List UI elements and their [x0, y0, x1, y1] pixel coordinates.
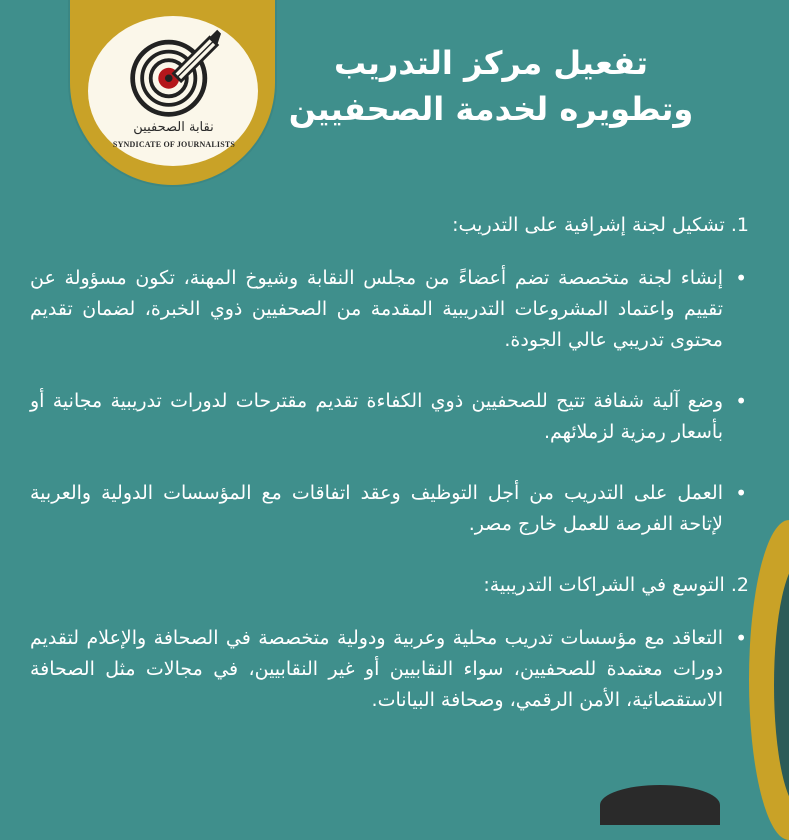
page-title — [281, 40, 701, 132]
logo-arabic-text: نقابة الصحفيين — [133, 120, 214, 135]
target-pen-icon — [126, 26, 221, 121]
bullet-list — [30, 263, 749, 540]
title-line-2: وتطويره لخدمة الصحفيين — [288, 90, 694, 128]
section-1 — [30, 210, 749, 540]
content-body — [30, 210, 749, 746]
list-item: • العمل على التدريب من أجل التوظيف وعقد اتفاقات مع المؤسسات الدولية والعربية لإتاحة الفرصة للعمل خارج مصر. — [30, 478, 749, 540]
list-item: • وضع آلية شفافة تتيح للصحفيين ذوي الكفاءة تقديم مقترحات لدورات تدريبية مجانية أو بأسعار رمزية لزملائهم. — [30, 386, 749, 448]
section-heading: 1. تشكيل لجنة إشرافية على التدريب: — [452, 214, 749, 236]
decorative-dark-arc-bottom — [600, 785, 720, 825]
section-heading: 2. التوسع في الشراكات التدريبية: — [483, 574, 749, 596]
section-2 — [30, 570, 749, 716]
logo-badge — [70, 0, 275, 185]
logo-english-text: SYNDICATE OF JOURNALISTS — [112, 140, 236, 149]
title-line-1: تفعيل مركز التدريب — [333, 44, 649, 82]
list-item: • إنشاء لجنة متخصصة تضم أعضاءً من مجلس النقابة وشيوخ المهنة، تكون مسؤولة عن تقييم واعتماد المشروعات التدريبية المقدمة من الصحفيين ذوي الخبرة، لضمان تقديم محتوى تدريبي عالي الجودة. — [30, 263, 749, 356]
list-item: • التعاقد مع مؤسسات تدريب محلية وعربية ودولية متخصصة في الصحافة والإعلام لتقديم دورات معتمدة للصحفيين، سواء النقابيين أو غير النقابيين، في مجالات مثل الصحافة الاستقصائية، الأمن الرقمي، وصحافة البيانات. — [30, 623, 749, 716]
logo-disc — [88, 16, 258, 166]
bullet-list — [30, 623, 749, 716]
